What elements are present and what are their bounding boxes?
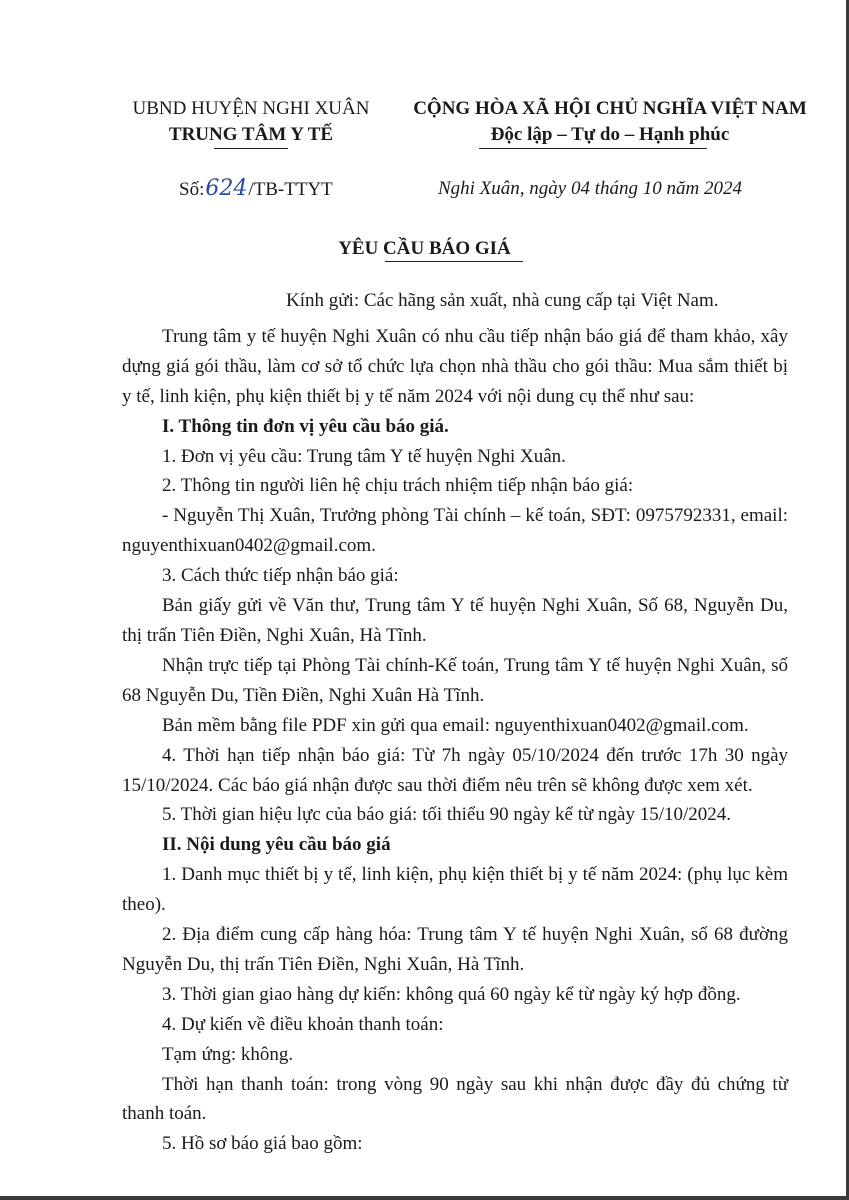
document-number: [179, 176, 333, 203]
section-2-item-2: 2. Địa điểm cung cấp hàng hóa: Trung tâm Y tế huyện Nghi Xuân, số 68 đường Nguyễn Du, thị trấn Tiên Điền, Nghi Xuân, Hà Tĩnh.: [122, 924, 788, 975]
contact-person: - Nguyễn Thị Xuân, Trưởng phòng Tài chính – kế toán, SĐT: 0975792331, email: nguyenthixuan0402@gmail.com.: [122, 505, 788, 557]
section-2-item-4: 4. Dự kiến về điều khoản thanh toán:: [162, 1013, 444, 1035]
section-2-heading: II. Nội dung yêu cầu báo giá: [162, 834, 391, 856]
payment-term: Thời hạn thanh toán: trong vòng 90 ngày sau khi nhận được đầy đủ chứng từ thanh toán.: [122, 1073, 788, 1125]
advance-payment: Tạm ứng: không.: [162, 1043, 294, 1065]
section-1-item-5: 5. Thời gian hiệu lực của báo giá: tối thiểu 90 ngày kể từ ngày 15/10/2024.: [162, 804, 732, 826]
doc-number-handwritten: 624: [205, 176, 248, 201]
paper-submission: Bản giấy gửi về Văn thư, Trung tâm Y tế huyện Nghi Xuân, Số 68, Nguyễn Du, thị trấn Tiên Điền, Nghi Xuân, Hà Tĩnh.: [122, 595, 788, 646]
doc-number-suffix: /TB-TTYT: [248, 179, 333, 200]
section-2-item-1: 1. Danh mục thiết bị y tế, linh kiện, phụ kiện thiết bị y tế năm 2024: (phụ lục kèm theo).: [122, 864, 788, 916]
national-title: CỘNG HÒA XÃ HỘI CHỦ NGHĨA VIỆT NAM: [413, 98, 807, 119]
issuing-agency: UBND HUYỆN NGHI XUÂN: [132, 98, 370, 119]
intro-paragraph: Trung tâm y tế huyện Nghi Xuân có nhu cầu tiếp nhận báo giá để tham khảo, xây dựng giá gói thầu, làm cơ sở tổ chức lựa chọn nhà thầu cho gói thầu: Mua sắm thiết bị y tế, linh kiện, phụ kiện thiết bị y tế năm 2024 với nội dung cụ thể như sau:: [122, 325, 788, 407]
email-submission: Bản mềm bằng file PDF xin gửi qua email: nguyenthixuan0402@gmail.com.: [162, 714, 749, 736]
section-1-item-3: 3. Cách thức tiếp nhận báo giá:: [162, 565, 399, 587]
section-1-item-1: 1. Đơn vị yêu cầu: Trung tâm Y tế huyện Nghi Xuân.: [162, 445, 566, 467]
national-header: [395, 96, 825, 148]
issuing-unit: TRUNG TÂM Y TẾ: [168, 124, 334, 145]
section-1-item-4: 4. Thời hạn tiếp nhận báo giá: Từ 7h ngày 05/10/2024 đến trước 17h 30 ngày 15/10/2024. Các báo giá nhận được sau thời điểm nêu trên sẽ không được xem xét.: [122, 744, 788, 796]
issuer-block: [128, 96, 374, 148]
section-2-item-3: 3. Thời gian giao hàng dự kiến: không quá 60 ngày kể từ ngày ký hợp đồng.: [162, 983, 741, 1005]
scan-edge-bottom: [0, 1196, 849, 1200]
national-motto: Độc lập – Tự do – Hạnh phúc: [490, 124, 730, 145]
document-body: [122, 286, 788, 1159]
document-title: YÊU CẦU BÁO GIÁ: [338, 238, 511, 259]
section-1-heading: I. Thông tin đơn vị yêu cầu báo giá.: [162, 415, 449, 437]
greeting: Kính gửi: Các hãng sản xuất, nhà cung cấp tại Việt Nam.: [286, 290, 719, 311]
motto-underline: [479, 148, 707, 149]
date-line: Nghi Xuân, ngày 04 tháng 10 năm 2024: [438, 178, 742, 199]
section-2-item-5: 5. Hồ sơ báo giá bao gồm:: [162, 1133, 363, 1155]
section-1-item-2: 2. Thông tin người liên hệ chịu trách nhiệm tiếp nhận báo giá:: [162, 475, 634, 497]
doc-number-prefix: Số:: [179, 179, 205, 200]
direct-submission: Nhận trực tiếp tại Phòng Tài chính-Kế toán, Trung tâm Y tế huyện Nghi Xuân, số 68 Nguyễn Du, Tiền Điền, Nghi Xuân Hà Tĩnh.: [122, 654, 788, 706]
title-underline: [385, 261, 523, 262]
issuer-underline: [214, 148, 288, 149]
